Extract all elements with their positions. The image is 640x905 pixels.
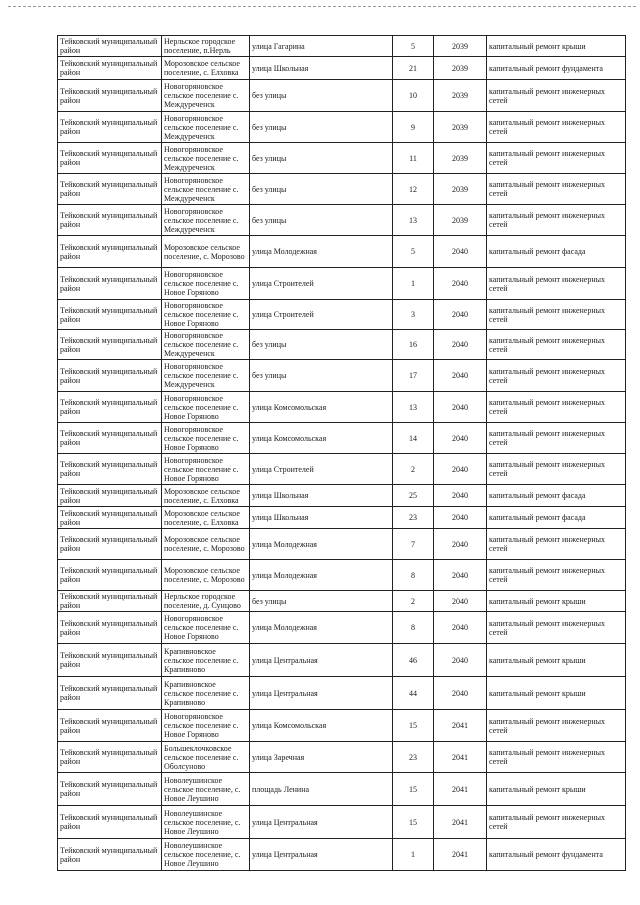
house-number-cell: 23 <box>393 742 434 773</box>
work-type-cell: капитальный ремонт фундамента <box>487 57 626 80</box>
house-number-cell: 11 <box>393 143 434 174</box>
street-cell: улица Школьная <box>250 507 393 529</box>
settlement-cell: Новогоряновское сельское поселение с. Междуреченск <box>162 174 250 205</box>
work-type-cell: капитальный ремонт инженерных сетей <box>487 560 626 591</box>
table-row <box>58 112 626 143</box>
table-row <box>58 806 626 839</box>
work-type-cell: капитальный ремонт инженерных сетей <box>487 112 626 143</box>
year-cell: 2040 <box>434 644 487 677</box>
settlement-cell: Новогоряновское сельское поселение с. Новое Горяново <box>162 612 250 644</box>
table-row <box>58 485 626 507</box>
work-type-cell: капитальный ремонт фасада <box>487 236 626 268</box>
street-cell: без улицы <box>250 360 393 392</box>
work-type-cell: капитальный ремонт инженерных сетей <box>487 268 626 300</box>
district-cell: Тейковский муниципальный район <box>58 57 162 80</box>
house-number-cell: 7 <box>393 529 434 560</box>
settlement-cell: Новогоряновское сельское поселение с. Новое Горяново <box>162 300 250 330</box>
house-number-cell: 10 <box>393 80 434 112</box>
house-number-cell: 15 <box>393 773 434 806</box>
table-row <box>58 300 626 330</box>
year-cell: 2039 <box>434 205 487 236</box>
table-row <box>58 591 626 612</box>
table-row <box>58 80 626 112</box>
work-type-cell: капитальный ремонт инженерных сетей <box>487 742 626 773</box>
district-cell: Тейковский муниципальный район <box>58 612 162 644</box>
district-cell: Тейковский муниципальный район <box>58 236 162 268</box>
district-cell: Тейковский муниципальный район <box>58 644 162 677</box>
district-cell: Тейковский муниципальный район <box>58 143 162 174</box>
table-row <box>58 773 626 806</box>
year-cell: 2039 <box>434 57 487 80</box>
work-type-cell: капитальный ремонт крыши <box>487 36 626 57</box>
street-cell: улица Школьная <box>250 57 393 80</box>
settlement-cell: Морозовское сельское поселение, с. Елховка <box>162 507 250 529</box>
house-number-cell: 1 <box>393 839 434 871</box>
district-cell: Тейковский муниципальный район <box>58 205 162 236</box>
table-row <box>58 612 626 644</box>
work-type-cell: капитальный ремонт инженерных сетей <box>487 529 626 560</box>
year-cell: 2040 <box>434 485 487 507</box>
repair-schedule-table <box>57 35 626 871</box>
table-row <box>58 677 626 710</box>
settlement-cell: Новогоряновское сельское поселение с. Междуреченск <box>162 112 250 143</box>
year-cell: 2041 <box>434 710 487 742</box>
year-cell: 2039 <box>434 174 487 205</box>
work-type-cell: капитальный ремонт инженерных сетей <box>487 360 626 392</box>
work-type-cell: капитальный ремонт инженерных сетей <box>487 454 626 485</box>
house-number-cell: 25 <box>393 485 434 507</box>
year-cell: 2041 <box>434 773 487 806</box>
table-row <box>58 174 626 205</box>
district-cell: Тейковский муниципальный район <box>58 423 162 454</box>
table-row <box>58 454 626 485</box>
year-cell: 2041 <box>434 806 487 839</box>
table-row <box>58 839 626 871</box>
table-body <box>58 36 626 871</box>
settlement-cell: Морозовское сельское поселение, с. Морозово <box>162 529 250 560</box>
table-row <box>58 560 626 591</box>
district-cell: Тейковский муниципальный район <box>58 268 162 300</box>
work-type-cell: капитальный ремонт крыши <box>487 773 626 806</box>
settlement-cell: Новогоряновское сельское поселение с. Новое Горяново <box>162 268 250 300</box>
house-number-cell: 5 <box>393 36 434 57</box>
district-cell: Тейковский муниципальный район <box>58 300 162 330</box>
street-cell: без улицы <box>250 330 393 360</box>
street-cell: улица Комсомольская <box>250 710 393 742</box>
year-cell: 2040 <box>434 236 487 268</box>
work-type-cell: капитальный ремонт крыши <box>487 677 626 710</box>
table-row <box>58 36 626 57</box>
table-row <box>58 507 626 529</box>
year-cell: 2040 <box>434 300 487 330</box>
work-type-cell: капитальный ремонт инженерных сетей <box>487 423 626 454</box>
year-cell: 2041 <box>434 839 487 871</box>
district-cell: Тейковский муниципальный район <box>58 485 162 507</box>
settlement-cell: Морозовское сельское поселение, с. Морозово <box>162 236 250 268</box>
table-row <box>58 236 626 268</box>
settlement-cell: Новогоряновское сельское поселение с. Новое Горяново <box>162 710 250 742</box>
street-cell: площадь Ленина <box>250 773 393 806</box>
settlement-cell: Новогоряновское сельское поселение с. Междуреченск <box>162 330 250 360</box>
year-cell: 2040 <box>434 268 487 300</box>
settlement-cell: Новолеушинское сельское поселение, с. Новое Леушино <box>162 806 250 839</box>
street-cell: без улицы <box>250 80 393 112</box>
work-type-cell: капитальный ремонт фундамента <box>487 839 626 871</box>
settlement-cell: Нерльское городское поселение, д. Сунцово <box>162 591 250 612</box>
year-cell: 2040 <box>434 360 487 392</box>
house-number-cell: 1 <box>393 268 434 300</box>
house-number-cell: 9 <box>393 112 434 143</box>
street-cell: без улицы <box>250 112 393 143</box>
house-number-cell: 3 <box>393 300 434 330</box>
house-number-cell: 46 <box>393 644 434 677</box>
district-cell: Тейковский муниципальный район <box>58 507 162 529</box>
settlement-cell: Крапивновское сельское поселение с. Крапивново <box>162 644 250 677</box>
settlement-cell: Новогоряновское сельское поселение с. Междуреченск <box>162 205 250 236</box>
work-type-cell: капитальный ремонт инженерных сетей <box>487 174 626 205</box>
street-cell: улица Молодежная <box>250 529 393 560</box>
settlement-cell: Новогоряновское сельское поселение с. Междуреченск <box>162 80 250 112</box>
work-type-cell: капитальный ремонт инженерных сетей <box>487 143 626 174</box>
settlement-cell: Новогоряновское сельское поселение с. Новое Горяново <box>162 423 250 454</box>
district-cell: Тейковский муниципальный район <box>58 591 162 612</box>
year-cell: 2040 <box>434 612 487 644</box>
street-cell: улица Заречная <box>250 742 393 773</box>
street-cell: улица Гагарина <box>250 36 393 57</box>
work-type-cell: капитальный ремонт инженерных сетей <box>487 300 626 330</box>
work-type-cell: капитальный ремонт инженерных сетей <box>487 710 626 742</box>
district-cell: Тейковский муниципальный район <box>58 454 162 485</box>
district-cell: Тейковский муниципальный район <box>58 677 162 710</box>
year-cell: 2040 <box>434 529 487 560</box>
district-cell: Тейковский муниципальный район <box>58 529 162 560</box>
street-cell: без улицы <box>250 143 393 174</box>
house-number-cell: 23 <box>393 507 434 529</box>
street-cell: улица Молодежная <box>250 236 393 268</box>
table-row <box>58 529 626 560</box>
table-row <box>58 57 626 80</box>
street-cell: улица Молодежная <box>250 612 393 644</box>
year-cell: 2040 <box>434 454 487 485</box>
district-cell: Тейковский муниципальный район <box>58 80 162 112</box>
table-row <box>58 330 626 360</box>
street-cell: улица Центральная <box>250 644 393 677</box>
street-cell: без улицы <box>250 174 393 205</box>
house-number-cell: 17 <box>393 360 434 392</box>
work-type-cell: капитальный ремонт инженерных сетей <box>487 205 626 236</box>
street-cell: улица Строителей <box>250 268 393 300</box>
year-cell: 2039 <box>434 80 487 112</box>
work-type-cell: капитальный ремонт инженерных сетей <box>487 330 626 360</box>
district-cell: Тейковский муниципальный район <box>58 742 162 773</box>
district-cell: Тейковский муниципальный район <box>58 773 162 806</box>
work-type-cell: капитальный ремонт фасада <box>487 507 626 529</box>
district-cell: Тейковский муниципальный район <box>58 330 162 360</box>
street-cell: улица Комсомольская <box>250 423 393 454</box>
settlement-cell: Нерльское городское поселение, п.Нерль <box>162 36 250 57</box>
house-number-cell: 15 <box>393 806 434 839</box>
settlement-cell: Новолеушинское сельское поселение, с. Новое Леушино <box>162 839 250 871</box>
street-cell: улица Комсомольская <box>250 392 393 423</box>
house-number-cell: 14 <box>393 423 434 454</box>
settlement-cell: Морозовское сельское поселение, с. Елховка <box>162 57 250 80</box>
street-cell: улица Центральная <box>250 806 393 839</box>
work-type-cell: капитальный ремонт инженерных сетей <box>487 392 626 423</box>
district-cell: Тейковский муниципальный район <box>58 360 162 392</box>
district-cell: Тейковский муниципальный район <box>58 112 162 143</box>
house-number-cell: 15 <box>393 710 434 742</box>
table-row <box>58 143 626 174</box>
work-type-cell: капитальный ремонт крыши <box>487 644 626 677</box>
district-cell: Тейковский муниципальный район <box>58 710 162 742</box>
work-type-cell: капитальный ремонт крыши <box>487 591 626 612</box>
settlement-cell: Новогоряновское сельское поселение с. Междуреченск <box>162 143 250 174</box>
house-number-cell: 5 <box>393 236 434 268</box>
settlement-cell: Морозовское сельское поселение, с. Морозово <box>162 560 250 591</box>
year-cell: 2041 <box>434 742 487 773</box>
year-cell: 2039 <box>434 36 487 57</box>
district-cell: Тейковский муниципальный район <box>58 806 162 839</box>
table-row <box>58 742 626 773</box>
table-row <box>58 710 626 742</box>
street-cell: улица Строителей <box>250 300 393 330</box>
house-number-cell: 12 <box>393 174 434 205</box>
street-cell: улица Центральная <box>250 677 393 710</box>
street-cell: без улицы <box>250 591 393 612</box>
table-row <box>58 205 626 236</box>
house-number-cell: 8 <box>393 560 434 591</box>
district-cell: Тейковский муниципальный район <box>58 560 162 591</box>
table-row <box>58 392 626 423</box>
street-cell: улица Строителей <box>250 454 393 485</box>
house-number-cell: 2 <box>393 454 434 485</box>
year-cell: 2040 <box>434 677 487 710</box>
house-number-cell: 8 <box>393 612 434 644</box>
year-cell: 2040 <box>434 560 487 591</box>
house-number-cell: 13 <box>393 205 434 236</box>
street-cell: улица Молодежная <box>250 560 393 591</box>
table-row <box>58 360 626 392</box>
street-cell: без улицы <box>250 205 393 236</box>
settlement-cell: Морозовское сельское поселение, с. Елховка <box>162 485 250 507</box>
page-top-edge <box>8 6 636 7</box>
district-cell: Тейковский муниципальный район <box>58 839 162 871</box>
year-cell: 2040 <box>434 591 487 612</box>
street-cell: улица Центральная <box>250 839 393 871</box>
year-cell: 2040 <box>434 423 487 454</box>
settlement-cell: Новолеушинское сельское поселение, с. Новое Леушино <box>162 773 250 806</box>
house-number-cell: 44 <box>393 677 434 710</box>
work-type-cell: капитальный ремонт инженерных сетей <box>487 806 626 839</box>
work-type-cell: капитальный ремонт инженерных сетей <box>487 612 626 644</box>
table-row <box>58 423 626 454</box>
house-number-cell: 13 <box>393 392 434 423</box>
settlement-cell: Крапивновское сельское поселение с. Крапивново <box>162 677 250 710</box>
street-cell: улица Школьная <box>250 485 393 507</box>
house-number-cell: 2 <box>393 591 434 612</box>
year-cell: 2040 <box>434 330 487 360</box>
work-type-cell: капитальный ремонт фасада <box>487 485 626 507</box>
settlement-cell: Большеклочковское сельское поселение с. Оболсуново <box>162 742 250 773</box>
table-row <box>58 644 626 677</box>
work-type-cell: капитальный ремонт инженерных сетей <box>487 80 626 112</box>
year-cell: 2039 <box>434 112 487 143</box>
house-number-cell: 21 <box>393 57 434 80</box>
district-cell: Тейковский муниципальный район <box>58 174 162 205</box>
year-cell: 2040 <box>434 392 487 423</box>
table-row <box>58 268 626 300</box>
settlement-cell: Новогоряновское сельское поселение с. Новое Горяново <box>162 454 250 485</box>
district-cell: Тейковский муниципальный район <box>58 392 162 423</box>
house-number-cell: 16 <box>393 330 434 360</box>
settlement-cell: Новогоряновское сельское поселение с. Междуреченск <box>162 360 250 392</box>
district-cell: Тейковский муниципальный район <box>58 36 162 57</box>
year-cell: 2039 <box>434 143 487 174</box>
settlement-cell: Новогоряновское сельское поселение с. Новое Горяново <box>162 392 250 423</box>
year-cell: 2040 <box>434 507 487 529</box>
